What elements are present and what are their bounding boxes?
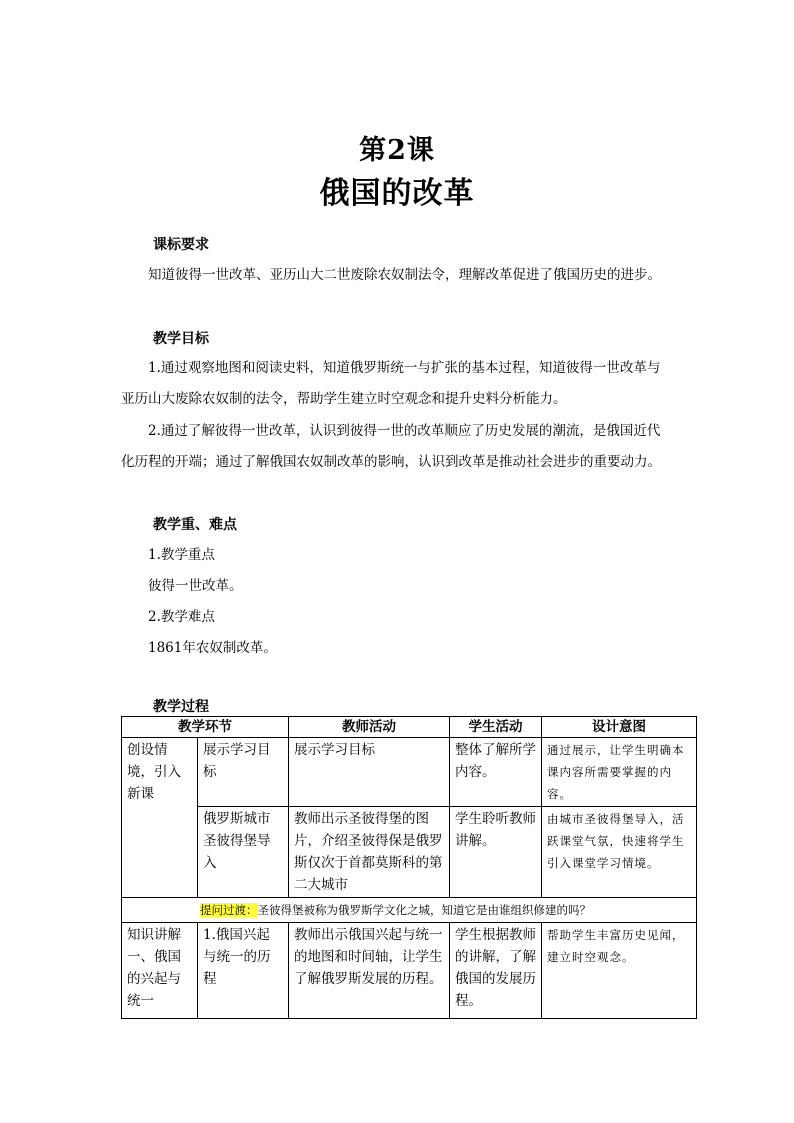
goal-1-line-1: 1.通过观察地图和阅读史料，知道俄罗斯统一与扩张的基本过程，知道彼得一世改革与: [148, 360, 661, 376]
header-teacher: 教师活动: [289, 717, 450, 738]
table-row: [122, 738, 697, 807]
standard-heading: 课标要求: [153, 237, 209, 253]
key-point-label: 1.教学重点: [148, 547, 215, 563]
difficulty-text: 1861年农奴制改革。: [148, 640, 277, 656]
stage-cell: 创设情境，引入新课: [122, 738, 198, 898]
difficulty-label: 2.教学难点: [148, 609, 215, 625]
student-cell: 学生根据教师的讲解，了解俄国的发展历程。: [450, 923, 542, 1019]
design-cell: 通过展示，让学生明确本课内容所需要掌握的内容。: [542, 738, 697, 807]
sub-stage-cell: 俄罗斯城市圣彼得堡导入: [198, 807, 289, 898]
header-stage: 教学环节: [122, 717, 289, 738]
standard-text: 知道彼得一世改革、亚历山大二世废除农奴制法令，理解改革促进了俄国历史的进步。: [148, 267, 661, 283]
table-row: [122, 807, 697, 898]
teacher-cell: 展示学习目标: [289, 738, 450, 807]
goals-heading: 教学目标: [153, 331, 209, 347]
sub-stage-cell: 展示学习目标: [198, 738, 289, 807]
header-design: 设计意图: [542, 717, 697, 738]
teaching-process-table: [121, 716, 697, 1019]
process-heading: 教学过程: [153, 699, 209, 715]
sub-stage-cell: 1.俄国兴起与统一的历程: [198, 923, 289, 1019]
key-point-text: 彼得一世改革。: [148, 578, 243, 594]
lesson-title: 俄国的改革: [319, 176, 475, 211]
transition-row: [122, 898, 697, 923]
transition-label: 提问过渡：: [200, 903, 258, 917]
goal-2-line-1: 2.通过了解彼得一世改革，认识到彼得一世的改革顺应了历史发展的潮流，是俄国近代: [148, 423, 661, 439]
lesson-number: 第2课: [359, 135, 435, 166]
table-header-row: [122, 717, 697, 738]
keypoints-heading: 教学重、难点: [153, 517, 237, 533]
header-student: 学生活动: [450, 717, 542, 738]
goal-2-line-2: 化历程的开端；通过了解俄国农奴制改革的影响，认识到改革是推动社会进步的重要动力。: [121, 454, 661, 470]
student-cell: 学生聆听教师讲解。: [450, 807, 542, 898]
design-cell: 帮助学生丰富历史见闻，建立时空观念。: [542, 923, 697, 1019]
transition-cell: [122, 898, 697, 923]
goal-1-line-2: 亚历山大废除农奴制的法令，帮助学生建立时空观念和提升史料分析能力。: [121, 391, 567, 407]
teacher-cell: 教师出示圣彼得堡的图片，介绍圣彼得保是俄罗斯仅次于首都莫斯科的第二大城市: [289, 807, 450, 898]
table-row: [122, 923, 697, 1019]
transition-text: 圣彼得堡被称为俄罗斯学文化之城，知道它是由谁组织修建的吗？: [257, 903, 591, 917]
student-cell: 整体了解所学内容。: [450, 738, 542, 807]
stage-cell: 知识讲解一、俄国的兴起与统一: [122, 923, 198, 1019]
teacher-cell: 教师出示俄国兴起与统一的地图和时间轴，让学生了解俄罗斯发展的历程。: [289, 923, 450, 1019]
design-cell: 由城市圣彼得堡导入，活跃课堂气氛，快速将学生引入课堂学习情境。: [542, 807, 697, 898]
